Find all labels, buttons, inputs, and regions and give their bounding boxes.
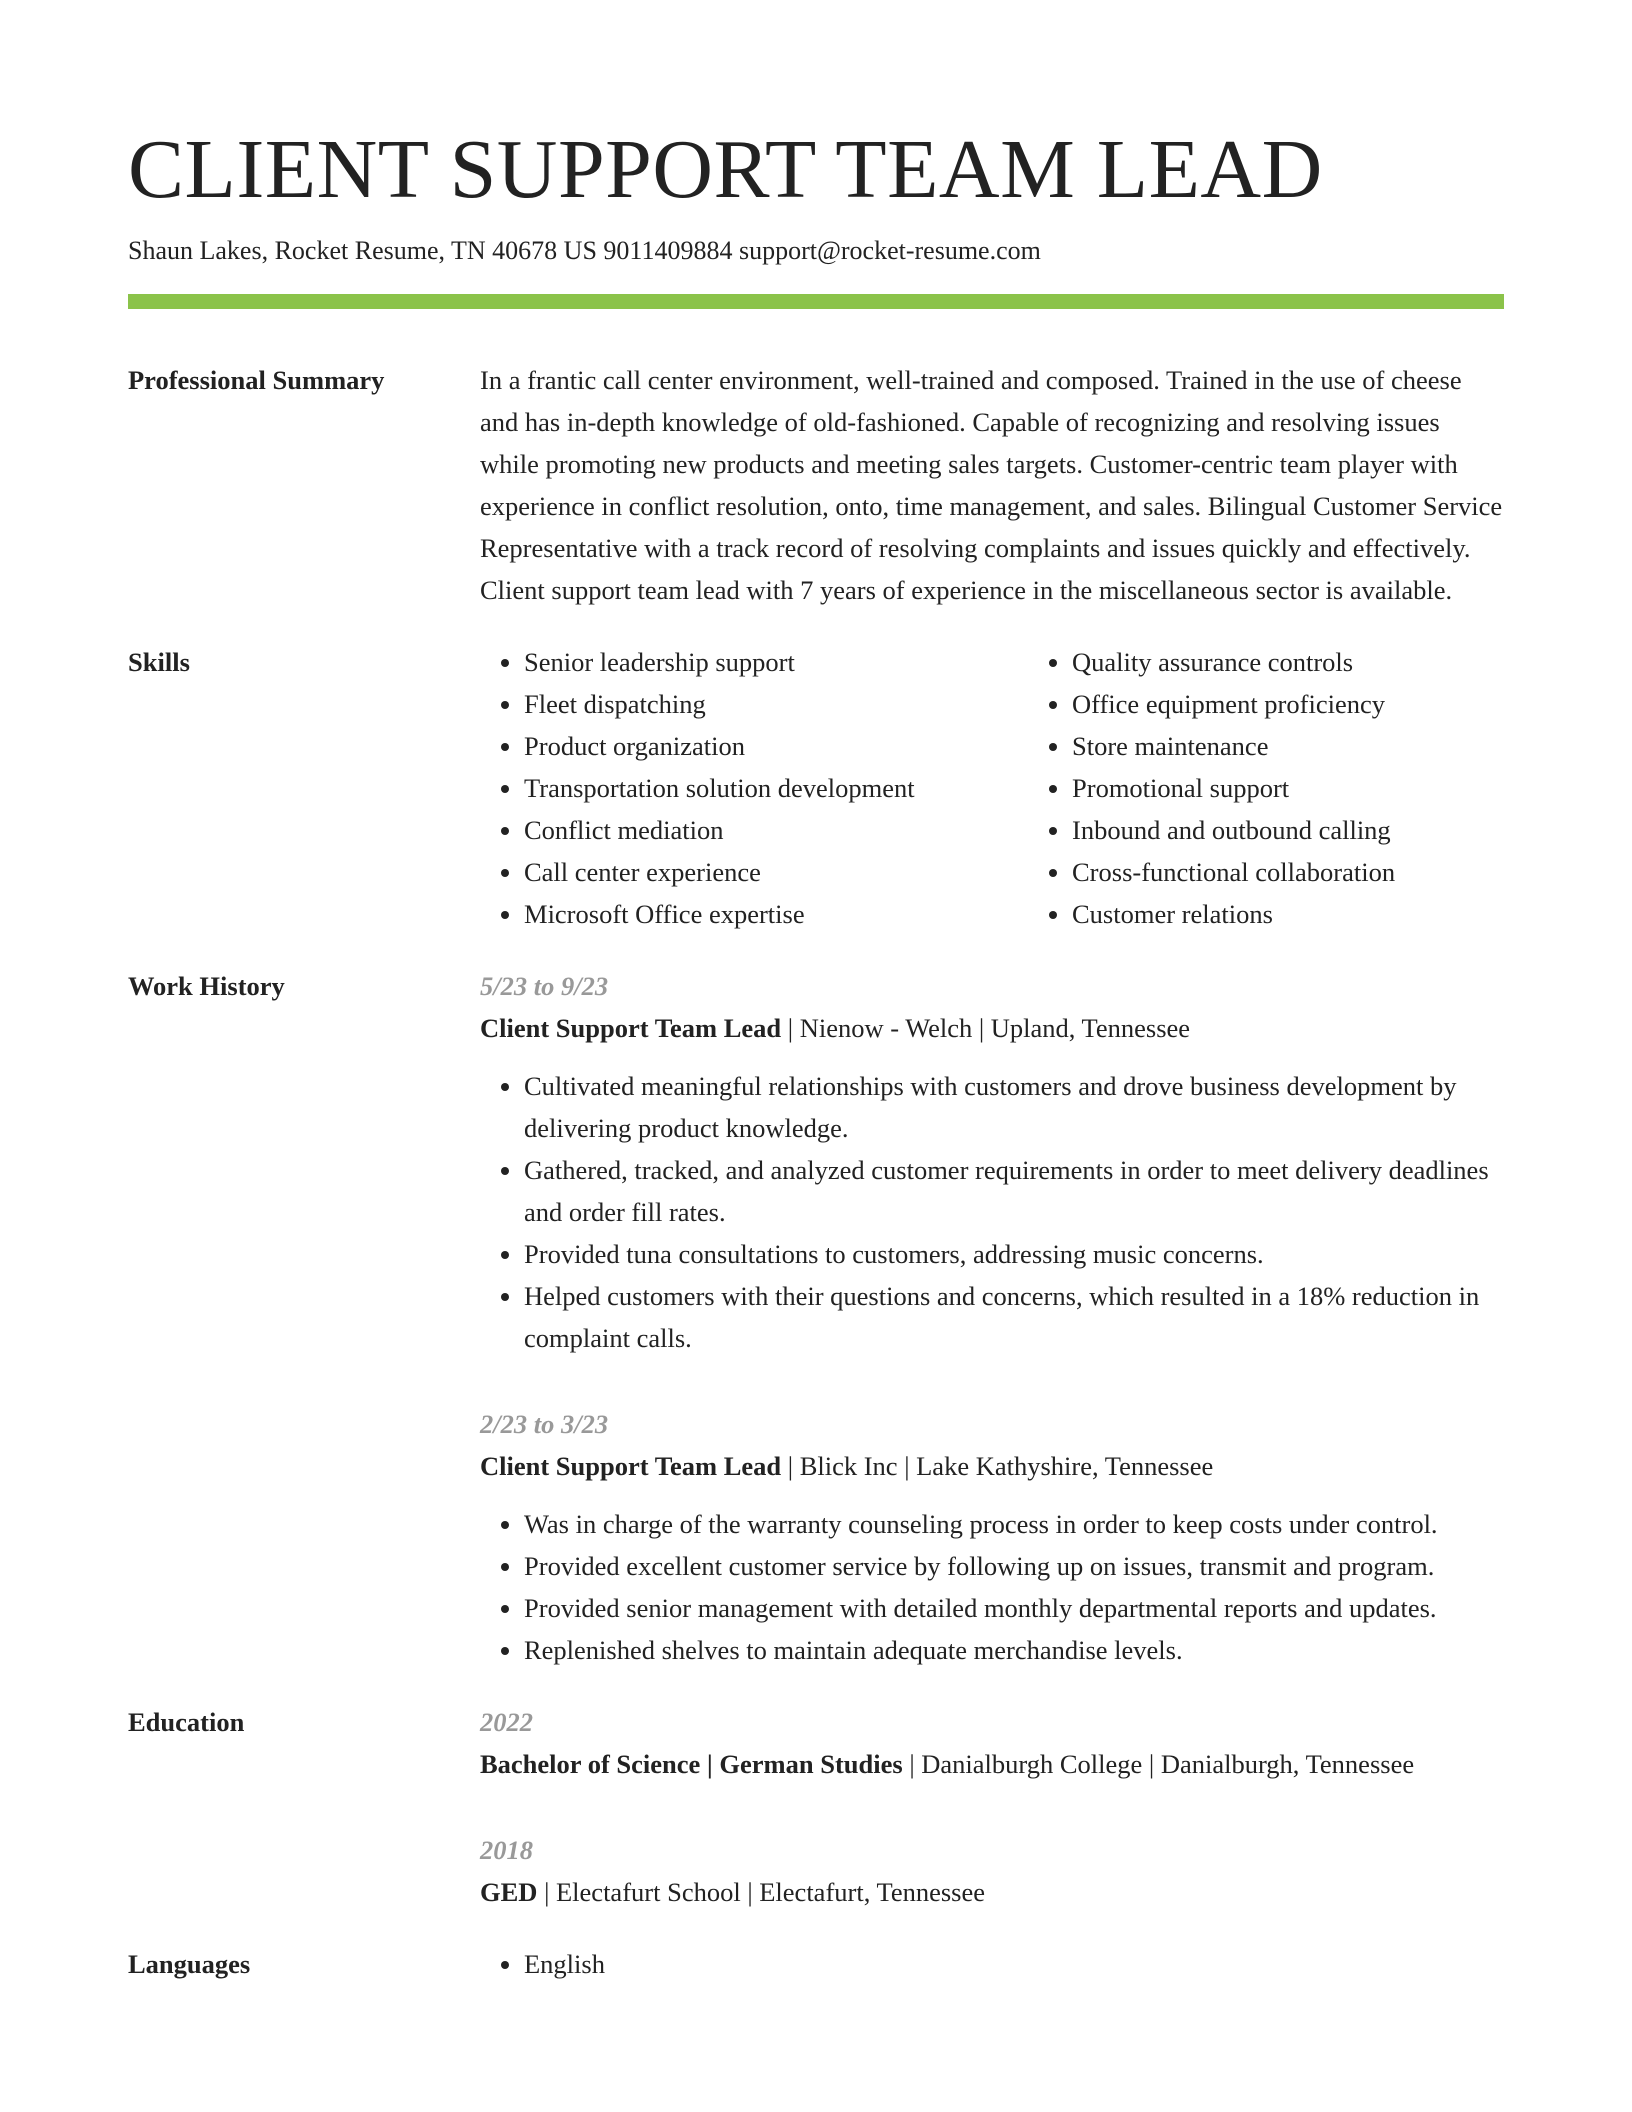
job-bullets — [480, 1503, 1504, 1671]
job-bullets — [480, 1065, 1504, 1359]
skill-item: • Quality assurance controls — [1072, 641, 1576, 683]
summary-text: In a frantic call center environment, well-trained and composed. Trained in the use of cheese and has in-depth knowledge of old-fashioned. Capable of recognizing and resolving issues while promoting new products and meeting sales targets. Customer-centric team player with experience in conflict resolution, onto, time management, and sales. Bilingual Customer Service Representative with a track record of resolving complaints and issues quickly and effectively. Client support team lead with 7 years of experience in the miscellaneous sector is available. — [480, 365, 1503, 605]
languages-section — [128, 1943, 1504, 1985]
resume-page — [128, 118, 1504, 1985]
language-item: • English — [524, 1943, 1504, 1985]
job-date: 2/23 to 3/23 — [480, 1409, 609, 1439]
job-bullet: • Provided excellent customer service by following up on issues, transmit and program. — [524, 1545, 1504, 1587]
job-role-line — [480, 1445, 1504, 1487]
education-details: | Electafurt School | Electafurt, Tennessee — [537, 1877, 985, 1907]
education-entry — [480, 1829, 1504, 1913]
skill-item: • Store maintenance — [1072, 725, 1576, 767]
education-details: | Danialburgh College | Danialburgh, Tennessee — [902, 1749, 1415, 1779]
skill-item: • Office equipment proficiency — [1072, 683, 1576, 725]
skills-label: Skills — [128, 647, 190, 677]
job-role-line — [480, 1007, 1504, 1049]
work-label: Work History — [128, 971, 285, 1001]
skill-item: • Product organization — [524, 725, 1028, 767]
job-bullet: • Provided senior management with detailed monthly departmental reports and updates. — [524, 1587, 1504, 1629]
job-details: | Nienow - Welch | Upland, Tennessee — [781, 1013, 1191, 1043]
job-bullet: • Cultivated meaningful relationships with customers and drove business development by delivering product knowledge. — [524, 1065, 1504, 1149]
summary-body — [480, 359, 1504, 611]
skill-item: • Promotional support — [1072, 767, 1576, 809]
education-year: 2022 — [480, 1707, 533, 1737]
job-bullet: • Provided tuna consultations to customers, addressing music concerns. — [524, 1233, 1504, 1275]
header-divider — [128, 294, 1504, 309]
education-degree: GED — [480, 1877, 538, 1907]
work-section — [128, 965, 1504, 1671]
skills-list-right — [1028, 641, 1576, 935]
skill-item: • Cross-functional collaboration — [1072, 851, 1576, 893]
summary-section — [128, 359, 1504, 611]
job-entry — [480, 1403, 1504, 1671]
languages-body — [480, 1943, 1504, 1985]
job-bullet: • Replenished shelves to maintain adequate merchandise levels. — [524, 1629, 1504, 1671]
job-title: Client Support Team Lead — [480, 1013, 782, 1043]
skill-item: • Microsoft Office expertise — [524, 893, 1028, 935]
skill-item: • Customer relations — [1072, 893, 1576, 935]
summary-label: Professional Summary — [128, 365, 385, 395]
skills-body — [480, 641, 1576, 935]
job-bullet: • Was in charge of the warranty counseling process in order to keep costs under control. — [524, 1503, 1504, 1545]
skills-section — [128, 641, 1504, 935]
skill-item: • Inbound and outbound calling — [1072, 809, 1576, 851]
education-line — [480, 1743, 1504, 1785]
contact-line: Shaun Lakes, Rocket Resume, TN 40678 US 9011409884 support@rocket-resume.com — [128, 236, 1041, 265]
job-details: | Blick Inc | Lake Kathyshire, Tennessee — [781, 1451, 1214, 1481]
skill-item: • Transportation solution development — [524, 767, 1028, 809]
job-bullet: • Helped customers with their questions and concerns, which resulted in a 18% reduction in complaint calls. — [524, 1275, 1504, 1359]
education-body — [480, 1701, 1504, 1913]
job-title: Client Support Team Lead — [480, 1451, 782, 1481]
languages-label: Languages — [128, 1949, 251, 1979]
education-entry — [480, 1701, 1504, 1785]
skills-list-left — [480, 641, 1028, 935]
skill-item: • Fleet dispatching — [524, 683, 1028, 725]
education-label: Education — [128, 1707, 245, 1737]
education-year: 2018 — [480, 1835, 533, 1865]
skill-item: • Conflict mediation — [524, 809, 1028, 851]
education-section — [128, 1701, 1504, 1913]
job-bullet: • Gathered, tracked, and analyzed customer requirements in order to meet delivery deadlines and order fill rates. — [524, 1149, 1504, 1233]
languages-list — [480, 1943, 1504, 1985]
education-line — [480, 1871, 1504, 1913]
job-entry — [480, 965, 1504, 1359]
education-degree: Bachelor of Science | German Studies — [480, 1749, 903, 1779]
skill-item: • Call center experience — [524, 851, 1028, 893]
job-date: 5/23 to 9/23 — [480, 971, 609, 1001]
work-body — [480, 965, 1504, 1671]
skill-item: • Senior leadership support — [524, 641, 1028, 683]
resume-title: CLIENT SUPPORT TEAM LEAD — [128, 123, 1323, 216]
